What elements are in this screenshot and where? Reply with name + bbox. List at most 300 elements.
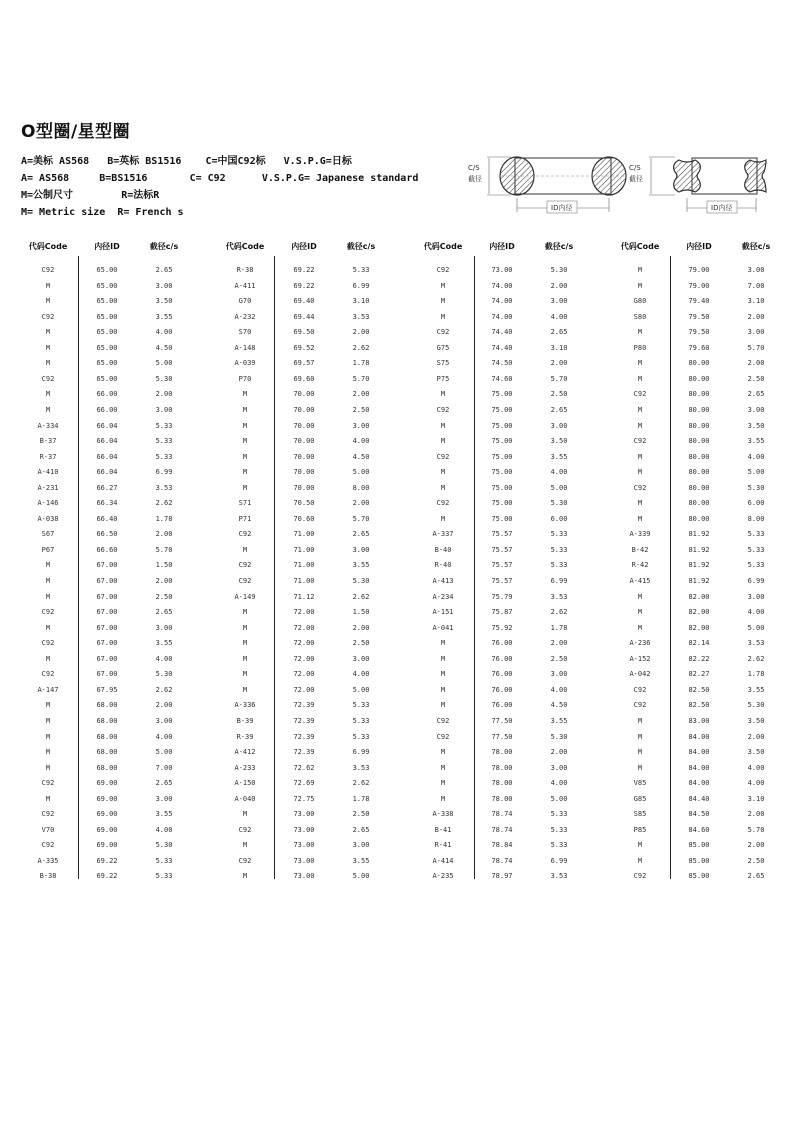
cell-id: 83.00	[688, 716, 710, 725]
cell-id: 82.50	[688, 701, 710, 710]
cell-code: M	[440, 701, 446, 710]
cell-cs: 5.00	[352, 685, 370, 694]
cell-code: A-152	[629, 654, 651, 663]
cell-cs: 4.00	[155, 732, 173, 741]
cell-cs: 3.50	[550, 437, 568, 446]
cell-cs: 4.00	[747, 452, 765, 461]
cell-code: P75	[436, 374, 450, 383]
cell-id: 72.75	[293, 794, 315, 803]
cell-code: A-150	[234, 779, 256, 788]
cell-id: 68.00	[96, 701, 118, 710]
cell-cs: 4.50	[550, 701, 568, 710]
cell-code: M	[440, 514, 446, 523]
cell-id: 69.00	[96, 841, 118, 850]
cell-code: C92	[436, 452, 450, 461]
cell-code: C92	[633, 701, 647, 710]
cell-id: 75.00	[491, 468, 513, 477]
cell-code: M	[637, 763, 643, 772]
cell-id: 85.00	[688, 856, 710, 865]
cell-cs: 3.53	[550, 592, 568, 601]
cell-id: 66.04	[96, 468, 118, 477]
cell-id: 80.00	[688, 514, 710, 523]
cell-cs: 5.30	[155, 670, 173, 679]
cell-code: M	[242, 483, 248, 492]
cell-id: 75.87	[491, 608, 513, 617]
cell-cs: 5.33	[352, 732, 370, 741]
cell-id: 82.00	[688, 623, 710, 632]
cell-code: R-38	[236, 266, 254, 274]
cell-id: 70.50	[293, 499, 315, 508]
cell-id: 72.00	[293, 670, 315, 679]
cell-id: 72.00	[293, 608, 315, 617]
cell-cs: 4.50	[352, 452, 370, 461]
cell-cs: 3.00	[550, 763, 568, 772]
cell-id: 84.00	[688, 763, 710, 772]
cell-cs: 6.00	[550, 514, 568, 523]
cell-id: 78.74	[491, 856, 513, 865]
cell-code: M	[45, 592, 51, 601]
cell-code: C92	[633, 437, 647, 446]
cell-cs: 1.50	[155, 561, 173, 570]
cell-cs: 5.33	[352, 716, 370, 725]
cell-id: 82.22	[688, 654, 710, 663]
cell-cs: 2.00	[550, 359, 568, 368]
cell-id: 85.00	[688, 872, 710, 881]
cell-code: M	[45, 623, 51, 632]
cell-id: 69.22	[96, 872, 118, 881]
cell-cs: 6.99	[550, 856, 568, 865]
cell-cs: 7.00	[747, 281, 765, 290]
cell-code: B-40	[434, 545, 452, 554]
cell-cs: 3.00	[747, 266, 765, 274]
cell-cs: 3.55	[155, 312, 173, 321]
cell-cs: 3.53	[550, 872, 568, 881]
cell-id: 85.00	[688, 841, 710, 850]
cell-code: M	[242, 390, 248, 399]
cell-id: 72.39	[293, 748, 315, 757]
cell-id: 81.92	[688, 530, 710, 539]
cell-cs: 5.33	[550, 530, 568, 539]
cell-cs: 3.50	[747, 716, 765, 725]
cell-cs: 3.00	[352, 841, 370, 850]
header-id-2: 内径ID	[291, 242, 317, 251]
cell-code: M	[242, 405, 248, 414]
cs-cn-left: 截径	[468, 175, 482, 183]
cell-code: M	[637, 841, 643, 850]
cell-code: M	[440, 639, 446, 648]
cs-cn-right: 截径	[629, 175, 643, 183]
cell-id: 76.00	[491, 639, 513, 648]
cell-code: C92	[436, 499, 450, 508]
cell-cs: 5.33	[747, 530, 765, 539]
cell-id: 75.00	[491, 437, 513, 446]
cell-id: 76.00	[491, 670, 513, 679]
cell-id: 65.00	[96, 312, 118, 321]
cell-code: M	[637, 359, 643, 368]
cell-code: M	[637, 732, 643, 741]
cs-label-left: C/S	[468, 164, 480, 172]
cell-code: M	[45, 328, 51, 337]
cell-cs: 4.00	[155, 328, 173, 337]
cell-id: 69.52	[293, 343, 315, 352]
cell-id: 65.00	[96, 297, 118, 306]
header-id-3: 内径ID	[489, 242, 515, 251]
cell-id: 78.84	[491, 841, 513, 850]
cell-id: 74.60	[491, 374, 513, 383]
cell-code: M	[440, 468, 446, 477]
cell-cs: 2.65	[352, 530, 370, 539]
cell-cs: 3.00	[550, 297, 568, 306]
cell-code: C92	[633, 872, 647, 881]
cell-id: 67.00	[96, 577, 118, 585]
cell-cs: 5.33	[550, 810, 568, 819]
cell-id: 68.00	[96, 732, 118, 741]
cell-code: A-041	[432, 623, 454, 632]
cell-id: 67.00	[96, 561, 118, 570]
header-cs-2: 截径c/s	[346, 242, 376, 251]
cell-id: 72.62	[293, 763, 315, 772]
cell-id: 72.39	[293, 716, 315, 725]
cell-code: M	[242, 639, 248, 648]
cell-cs: 3.50	[747, 421, 765, 430]
cell-cs: 4.00	[550, 312, 568, 321]
cell-code: A-339	[629, 530, 651, 539]
cell-id: 69.00	[96, 810, 118, 819]
cell-id: 74.40	[491, 328, 513, 337]
cell-code: C92	[436, 405, 450, 414]
column-divider	[474, 256, 475, 879]
cell-cs: 4.00	[155, 654, 173, 663]
cell-cs: 3.55	[747, 437, 765, 446]
cell-code: A-234	[432, 592, 454, 601]
cell-code: A-338	[432, 810, 454, 819]
cell-code: G70	[238, 297, 252, 306]
cell-cs: 4.00	[352, 670, 370, 679]
cell-code: P80	[633, 343, 647, 352]
cell-code: A-146	[37, 499, 59, 508]
cell-cs: 2.00	[747, 359, 765, 368]
cell-code: C92	[41, 266, 55, 274]
column-divider	[274, 256, 275, 879]
cell-cs: 3.55	[352, 856, 370, 865]
legend-line-cn: A=美标 AS568 B=英标 BS1516 C=中国C92标 V.S.P.G=日标	[21, 156, 352, 167]
cell-cs: 3.00	[352, 654, 370, 663]
cell-id: 71.12	[293, 592, 315, 601]
cell-id: 70.00	[293, 405, 315, 414]
cell-code: M	[45, 359, 51, 368]
cell-code: A-411	[234, 281, 256, 290]
cell-code: P70	[238, 374, 252, 383]
cell-id: 65.00	[96, 328, 118, 337]
column-divider	[670, 256, 671, 879]
cell-cs: 5.00	[747, 468, 765, 477]
cell-cs: 2.00	[155, 701, 173, 710]
cell-id: 75.00	[491, 452, 513, 461]
cell-cs: 3.55	[155, 639, 173, 648]
cell-cs: 5.33	[550, 545, 568, 554]
cell-code: C92	[41, 312, 55, 321]
cell-code: B-39	[236, 716, 254, 725]
cell-code: M	[45, 343, 51, 352]
cell-cs: 5.30	[550, 732, 568, 741]
cell-id: 74.00	[491, 281, 513, 290]
cell-id: 79.50	[688, 312, 710, 321]
cell-id: 78.00	[491, 748, 513, 757]
cell-code: A-235	[432, 872, 454, 881]
cell-code: R-39	[236, 732, 254, 741]
cell-cs: 4.00	[747, 779, 765, 788]
cell-id: 69.57	[293, 359, 315, 368]
cell-cs: 2.50	[747, 856, 765, 865]
cell-cs: 4.00	[550, 779, 568, 788]
cell-id: 70.00	[293, 390, 315, 399]
cell-cs: 5.33	[747, 545, 765, 554]
cell-cs: 1.50	[352, 608, 370, 617]
cell-id: 80.00	[688, 421, 710, 430]
cell-id: 66.00	[96, 390, 118, 399]
cell-cs: 2.50	[352, 810, 370, 819]
cell-code: A-148	[234, 343, 256, 352]
cell-cs: 3.55	[550, 452, 568, 461]
header-code-3: 代码Code	[423, 242, 463, 251]
cell-id: 79.60	[688, 343, 710, 352]
cell-cs: 5.00	[155, 748, 173, 757]
cell-cs: 2.62	[352, 343, 370, 352]
cell-cs: 2.62	[747, 654, 765, 663]
cell-code: V85	[633, 779, 647, 788]
cell-cs: 5.33	[747, 561, 765, 570]
cell-code: M	[45, 748, 51, 757]
cell-id: 67.00	[96, 623, 118, 632]
cell-code: A-413	[432, 577, 454, 585]
cell-id: 69.22	[293, 281, 315, 290]
cell-code: B-41	[434, 825, 452, 834]
cell-cs: 5.33	[155, 421, 173, 430]
cell-cs: 2.65	[550, 405, 568, 414]
cell-id: 72.39	[293, 701, 315, 710]
cell-code: M	[45, 716, 51, 725]
cell-id: 84.00	[688, 748, 710, 757]
cell-id: 81.92	[688, 545, 710, 554]
cell-id: 70.60	[293, 514, 315, 523]
cell-cs: 6.99	[550, 577, 568, 585]
cell-id: 79.00	[688, 281, 710, 290]
cell-code: M	[637, 592, 643, 601]
cell-cs: 3.00	[352, 545, 370, 554]
cell-code: C92	[238, 530, 252, 539]
cell-id: 69.00	[96, 779, 118, 788]
header-id-1: 内径ID	[94, 242, 120, 251]
cell-cs: 5.30	[155, 841, 173, 850]
cell-code: S70	[238, 328, 252, 337]
cell-code: C92	[633, 390, 647, 399]
cell-cs: 3.00	[352, 421, 370, 430]
cell-cs: 2.00	[550, 748, 568, 757]
cell-cs: 3.55	[747, 685, 765, 694]
cell-cs: 2.62	[352, 779, 370, 788]
cell-code: A-233	[234, 763, 256, 772]
cell-id: 67.00	[96, 592, 118, 601]
cell-id: 72.00	[293, 654, 315, 663]
legend-line-metric-en: M= Metric size R= French s	[21, 207, 184, 218]
cell-id: 82.50	[688, 685, 710, 694]
cell-code: M	[637, 608, 643, 617]
cell-id: 82.27	[688, 670, 710, 679]
cell-cs: 2.00	[155, 530, 173, 539]
cell-id: 69.50	[293, 328, 315, 337]
cell-cs: 2.00	[747, 810, 765, 819]
cell-cs: 2.00	[550, 639, 568, 648]
cell-cs: 6.00	[747, 499, 765, 508]
cell-code: M	[637, 281, 643, 290]
cell-cs: 2.00	[155, 577, 173, 585]
cell-code: P71	[238, 514, 252, 523]
cell-cs: 1.78	[352, 794, 370, 803]
cell-cs: 2.00	[747, 841, 765, 850]
cell-cs: 8.00	[747, 514, 765, 523]
cell-id: 67.00	[96, 608, 118, 617]
cell-cs: 2.00	[352, 390, 370, 399]
cell-id: 70.00	[293, 468, 315, 477]
cell-cs: 3.53	[747, 639, 765, 648]
cell-code: A-039	[234, 359, 256, 368]
cell-cs: 2.65	[747, 872, 765, 881]
cell-cs: 2.00	[747, 312, 765, 321]
cell-cs: 5.30	[747, 701, 765, 710]
cell-id: 75.00	[491, 514, 513, 523]
cell-code: P85	[633, 825, 647, 834]
cell-cs: 2.65	[155, 779, 173, 788]
cell-code: M	[45, 732, 51, 741]
cell-code: M	[637, 499, 643, 508]
cell-code: M	[637, 452, 643, 461]
cell-id: 75.57	[491, 561, 513, 570]
cell-cs: 3.00	[550, 670, 568, 679]
cell-code: A-334	[37, 421, 59, 430]
cell-id: 69.22	[96, 856, 118, 865]
cell-id: 66.50	[96, 530, 118, 539]
cell-cs: 3.00	[155, 623, 173, 632]
cell-id: 80.00	[688, 405, 710, 414]
cell-id: 80.00	[688, 359, 710, 368]
cell-code: M	[242, 810, 248, 819]
cell-cs: 3.00	[747, 328, 765, 337]
cell-cs: 1.78	[550, 623, 568, 632]
cell-cs: 4.00	[550, 685, 568, 694]
cell-code: M	[637, 266, 643, 274]
legend-line-en: A= AS568 B=BS1516 C= C92 V.S.P.G= Japanese standard	[21, 173, 419, 184]
cell-cs: 5.00	[352, 872, 370, 881]
cell-code: M	[637, 514, 643, 523]
cell-cs: 3.00	[155, 405, 173, 414]
cell-cs: 4.50	[155, 343, 173, 352]
cell-id: 70.00	[293, 437, 315, 446]
cell-code: M	[242, 421, 248, 430]
cell-id: 70.00	[293, 483, 315, 492]
header-cs-3: 截径c/s	[544, 242, 574, 251]
cell-id: 73.00	[293, 856, 315, 865]
cell-cs: 5.70	[352, 374, 370, 383]
cell-cs: 6.99	[155, 468, 173, 477]
cell-code: S67	[41, 530, 55, 539]
cell-code: M	[45, 405, 51, 414]
cell-id: 80.00	[688, 374, 710, 383]
cell-code: M	[45, 390, 51, 399]
cell-cs: 3.55	[550, 716, 568, 725]
cell-id: 79.40	[688, 297, 710, 306]
cell-id: 84.60	[688, 825, 710, 834]
cell-code: M	[440, 779, 446, 788]
cell-code: C92	[436, 266, 450, 274]
cell-code: M	[440, 390, 446, 399]
cell-code: A-410	[37, 468, 59, 477]
cell-cs: 4.00	[747, 763, 765, 772]
cell-id: 80.00	[688, 452, 710, 461]
cell-cs: 2.65	[352, 825, 370, 834]
cell-id: 80.00	[688, 483, 710, 492]
cell-code: A-042	[629, 670, 651, 679]
cell-id: 66.00	[96, 405, 118, 414]
cell-cs: 2.00	[747, 732, 765, 741]
id-label-right: ID内径	[711, 204, 733, 212]
cell-code: M	[242, 670, 248, 679]
cell-id: 74.00	[491, 312, 513, 321]
cell-cs: 7.00	[155, 763, 173, 772]
cell-id: 82.00	[688, 592, 710, 601]
page-title: O型圈/星型圈	[21, 122, 131, 142]
cell-cs: 2.62	[155, 499, 173, 508]
cell-id: 68.00	[96, 748, 118, 757]
cell-id: 71.00	[293, 530, 315, 539]
cell-code: M	[45, 763, 51, 772]
cell-id: 75.57	[491, 530, 513, 539]
cell-code: A-236	[629, 639, 651, 648]
cell-cs: 4.00	[155, 825, 173, 834]
cell-code: M	[637, 328, 643, 337]
cell-cs: 2.50	[550, 390, 568, 399]
cell-id: 75.00	[491, 483, 513, 492]
cell-code: S75	[436, 359, 450, 368]
cell-code: M	[242, 608, 248, 617]
cell-code: C92	[41, 779, 55, 788]
cell-id: 72.00	[293, 685, 315, 694]
cell-code: M	[45, 281, 51, 290]
cell-cs: 3.53	[352, 312, 370, 321]
cell-cs: 2.50	[747, 374, 765, 383]
cell-code: M	[242, 623, 248, 632]
cell-cs: 1.78	[352, 359, 370, 368]
cell-cs: 6.99	[352, 281, 370, 290]
cell-code: M	[440, 281, 446, 290]
cell-id: 70.00	[293, 421, 315, 430]
cell-cs: 2.50	[155, 592, 173, 601]
cell-code: A-412	[234, 748, 256, 757]
cell-code: B-37	[39, 437, 57, 446]
cell-id: 73.00	[491, 266, 513, 274]
cell-cs: 5.70	[747, 343, 765, 352]
cell-id: 76.00	[491, 685, 513, 694]
cell-code: C92	[41, 841, 55, 850]
cell-id: 75.00	[491, 421, 513, 430]
cell-code: G85	[633, 794, 647, 803]
cell-id: 66.04	[96, 421, 118, 430]
cell-cs: 2.00	[155, 390, 173, 399]
cell-cs: 5.00	[155, 359, 173, 368]
cell-cs: 5.30	[747, 483, 765, 492]
cell-cs: 5.33	[352, 266, 370, 274]
cell-code: S85	[633, 810, 647, 819]
cell-cs: 2.62	[155, 685, 173, 694]
